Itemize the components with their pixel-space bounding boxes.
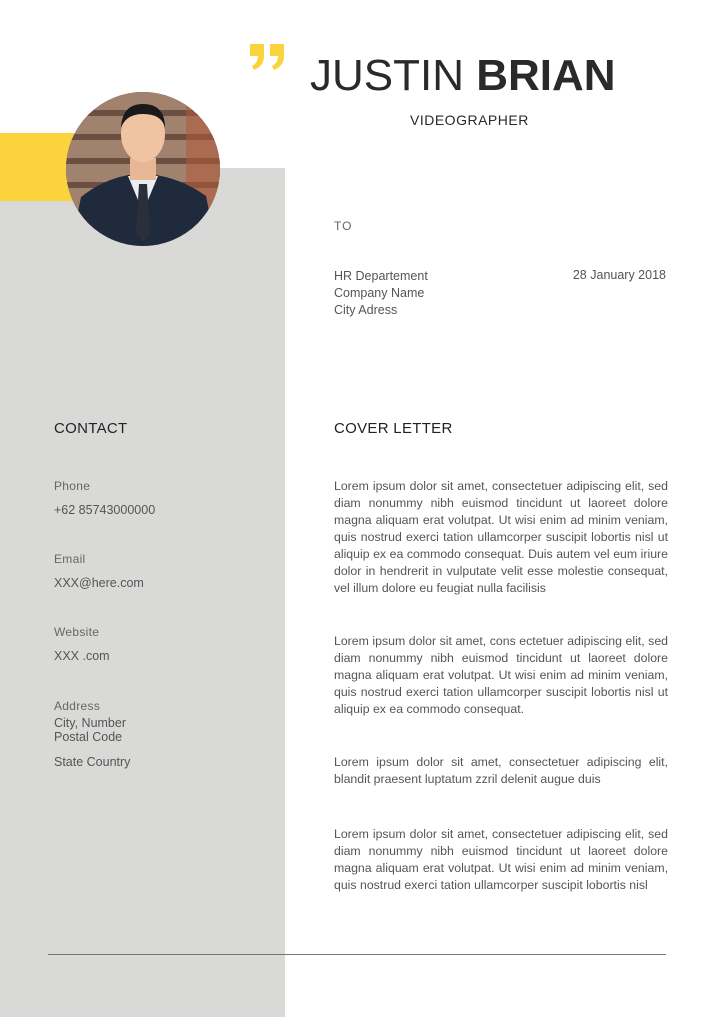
- letter-paragraph-2: Lorem ipsum dolor sit amet, cons ectetuer adipiscing elit, sed diam nonummy nibh euismod tincidunt ut laoreet dolore magna aliquam erat volutpat. Ut wisi enim ad minim veniam, quis nostrud exerci tation ullamcorper suscipit lobortis nisl ut aliquip ex ea commodo consequat.: [334, 634, 668, 716]
- website-label: Website: [54, 625, 100, 639]
- recipient-department: HR Departement: [334, 269, 428, 283]
- last-name: BRIAN: [476, 51, 616, 100]
- address-country: State Country: [54, 755, 131, 769]
- address-postal: Postal Code: [54, 730, 123, 744]
- letter-paragraph-3: Lorem ipsum dolor sit amet, consectetuer adipiscing elit, blandit praesent luptatum zzril delenit augue duis: [334, 755, 668, 786]
- full-name: [310, 50, 616, 102]
- contact-address: [54, 699, 130, 769]
- cover-letter-heading: COVER LETTER: [334, 420, 453, 437]
- profile-photo: [66, 92, 220, 246]
- footer-divider: [48, 954, 666, 955]
- contact-heading: CONTACT: [54, 420, 128, 437]
- letter-date: 28 January 2018: [572, 268, 666, 282]
- job-title: VIDEOGRAPHER: [410, 112, 529, 128]
- address-label: Address: [54, 699, 101, 713]
- recipient-block: [334, 268, 428, 319]
- recipient-address: City Adress: [334, 303, 398, 317]
- contact-website: [54, 625, 110, 663]
- phone-label: Phone: [54, 479, 91, 493]
- email-label: Email: [54, 552, 86, 566]
- contact-phone: [54, 479, 155, 517]
- quote-mark-icon: [246, 32, 290, 76]
- contact-email: [54, 552, 144, 590]
- website-value: XXX .com: [54, 649, 110, 663]
- first-name: JUSTIN: [310, 51, 464, 100]
- letter-paragraph-1: Lorem ipsum dolor sit amet, consectetuer adipiscing elit, sed diam nonummy nibh euismod tincidunt ut laoreet dolore magna aliquam erat volutpat. Ut wisi enim ad minim veniam, quis nostrud exerci tation ullamcorper suscipit lobortis nisl ut aliquip ex ea commodo consequat. Duis autem vel eum iriure dolor in hendrerit in vulputate velit esse molestie consequat, vel illum dolore eu feugiat nulla facilisis: [334, 479, 668, 595]
- address-lines: [54, 716, 130, 744]
- recipient-company: Company Name: [334, 286, 425, 300]
- letter-paragraph-4: Lorem ipsum dolor sit amet, consectetuer adipiscing elit, sed diam nonummy nibh euismod tincidunt ut laoreet dolore magna aliquam erat volutpat. Ut wisi enim ad minim veniam, quis nostrud exerci tation ullamcorper suscipit lobortis nisl: [334, 827, 668, 892]
- address-city: City, Number: [54, 716, 127, 730]
- to-label: TO: [334, 219, 353, 233]
- sidebar-panel: [0, 168, 285, 1017]
- email-value: XXX@here.com: [54, 576, 144, 590]
- phone-value: +62 85743000000: [54, 503, 156, 517]
